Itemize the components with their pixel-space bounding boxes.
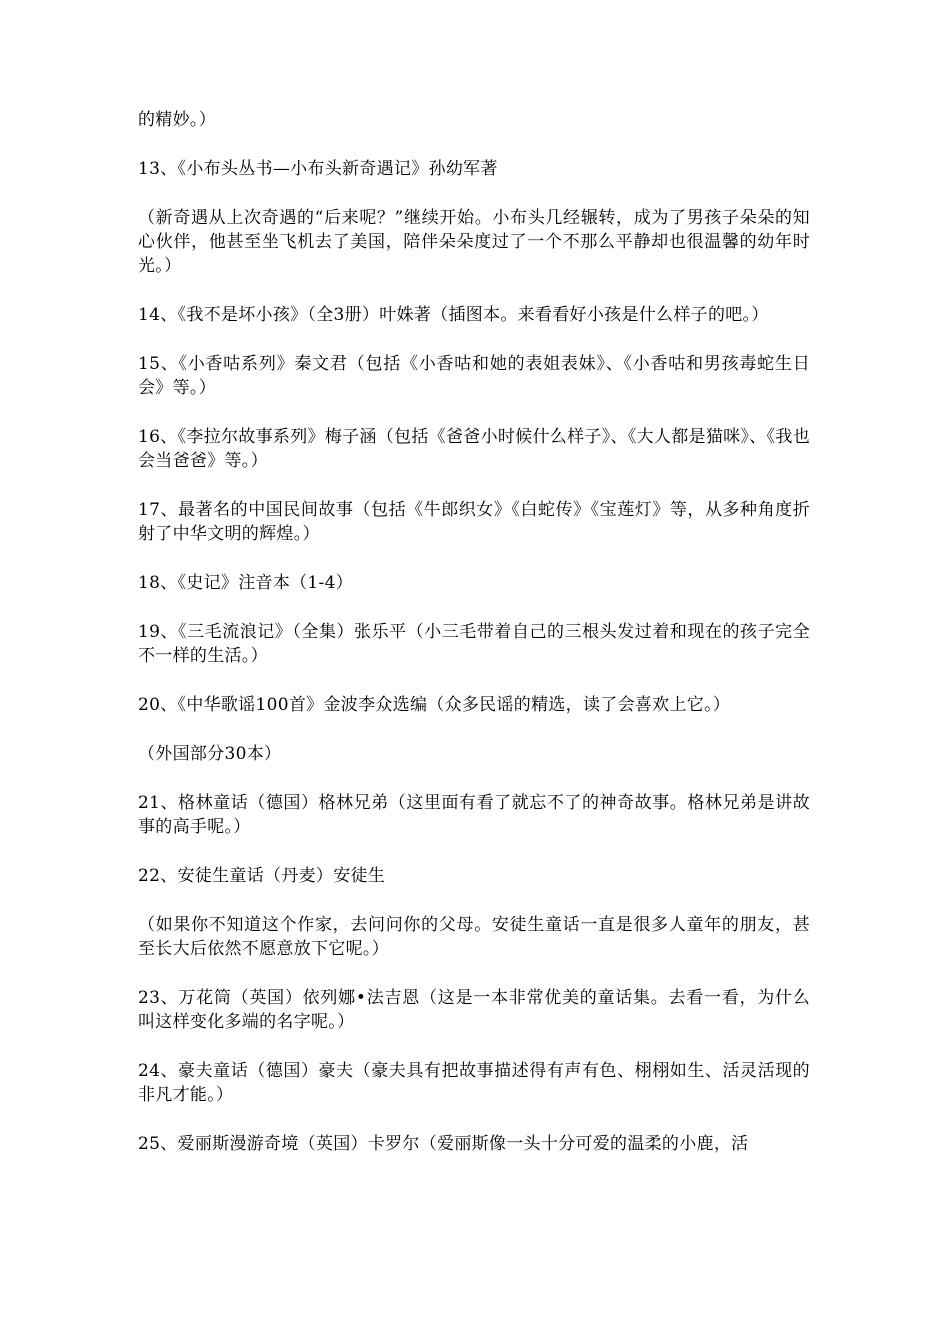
book-entry-15: 15、《小香咕系列》秦文君（包括《小香咕和她的表姐表妹》、《小香咕和男孩毒蛇生日会》等。） xyxy=(138,354,810,398)
book-entry-22: 22、安徒生童话（丹麦）安徒生 xyxy=(138,866,386,886)
book-entry-25: 25、爱丽斯漫游奇境（英国）卡罗尔（爱丽斯像一头十分可爱的温柔的小鹿，活 xyxy=(138,1134,749,1154)
book-entry-21: 21、格林童话（德国）格林兄弟（这里面有看了就忘不了的神奇故事。格林兄弟是讲故事的高手呢。） xyxy=(138,793,810,837)
document-body xyxy=(138,108,810,1181)
section-heading: （外国部分30本） xyxy=(138,744,282,764)
book-entry-13: 13、《小布头丛书—小布头新奇遇记》孙幼军著 xyxy=(138,159,498,179)
book-entry-23: 23、万花筒（英国）依列娜•法吉恩（这是一本非常优美的童话集。去看一看，为什么叫这样变化多端的名字呢。） xyxy=(138,988,810,1032)
book-entry-14: 14、《我不是坏小孩》（全3册）叶姝著（插图本。来看看好小孩是什么样子的吧。） xyxy=(138,305,769,325)
book-entry-20: 20、《中华歌谣100首》金波李众选编（众多民谣的精选，读了会喜欢上它。） xyxy=(138,695,731,715)
paragraph: （新奇遇从上次奇遇的“后来呢？”继续开始。小布头几经辗转，成为了男孩子朵朵的知心伙伴，他甚至坐飞机去了美国，陪伴朵朵度过了一个不那么平静却也很温馨的幼年时光。） xyxy=(138,208,810,276)
book-entry-19: 19、《三毛流浪记》（全集）张乐平（小三毛带着自己的三根头发过着和现在的孩子完全不一样的生活。） xyxy=(138,622,810,666)
book-entry-24: 24、豪夫童话（德国）豪夫（豪夫具有把故事描述得有声有色、栩栩如生、活灵活现的非凡才能。） xyxy=(138,1061,810,1105)
book-entry-16: 16、《李拉尔故事系列》梅子涵（包括《爸爸小时候什么样子》、《大人都是猫咪》、《我也会当爸爸》等。） xyxy=(138,427,810,471)
paragraph: （如果你不知道这个作家，去问问你的父母。安徒生童话一直是很多人童年的朋友，甚至长大后依然不愿意放下它呢。） xyxy=(138,915,810,959)
book-entry-18: 18、《史记》注音本（1-4） xyxy=(138,573,354,593)
paragraph: 的精妙。） xyxy=(138,110,216,130)
book-entry-17: 17、最著名的中国民间故事（包括《牛郎织女》《白蛇传》《宝莲灯》等，从多种角度折射了中华文明的辉煌。） xyxy=(138,500,810,544)
